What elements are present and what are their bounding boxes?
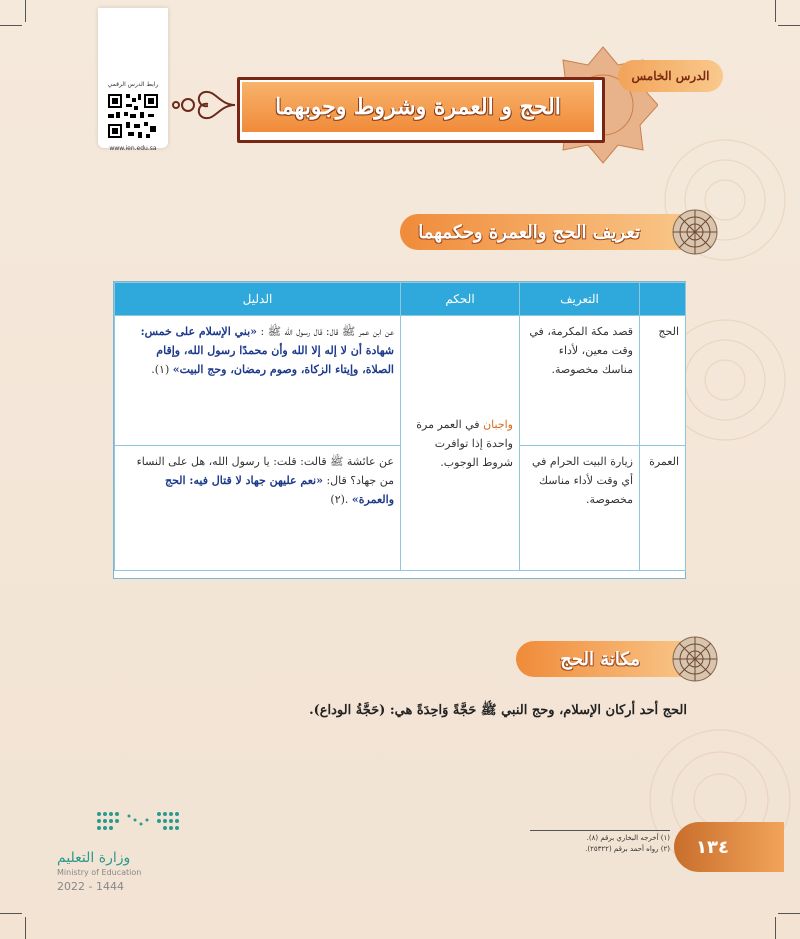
evidence-cell: [115, 446, 401, 571]
swirl-ornament-icon: [170, 80, 240, 130]
evidence-ref: .(٢): [330, 493, 349, 506]
footnotes: [530, 830, 670, 855]
crop-mark: [25, 0, 26, 22]
rosette-icon: [672, 636, 718, 682]
table-row: [115, 446, 686, 571]
evidence-intro: عن عائشة ﷺ قالت: قلت: يا رسول الله، هل على النساء من جهاد؟ قال:: [136, 455, 394, 487]
table-header-cell: [640, 283, 686, 316]
rosette-icon: [672, 209, 718, 255]
table-header-cell: التعريف: [520, 283, 640, 316]
evidence-cell: [115, 316, 401, 446]
qr-card[interactable]: [98, 8, 168, 152]
ministry-name-english: Ministry of Education: [57, 868, 142, 877]
page-number: ١٣٤: [674, 822, 784, 872]
crop-mark: [25, 917, 26, 939]
crop-mark: [778, 25, 800, 26]
row-label: الحج: [640, 316, 686, 446]
definition-cell: قصد مكة المكرمة، في وقت معين، لأداء مناسك مخصوصة.: [520, 316, 640, 446]
ruling-text: في العمر مرة واحدة إذا توافرت شروط الوجوب.: [416, 417, 513, 469]
evidence-intro: عن ابن عمر ﷺ قال: قال رسول الله ﷺ :: [260, 325, 394, 338]
section-header: [400, 214, 700, 250]
section-title: تعريف الحج والعمرة وحكمهما: [418, 221, 640, 243]
qr-url[interactable]: www.ien.edu.sa: [109, 145, 157, 152]
qr-label: رابط الدرس الرقمي: [107, 81, 159, 88]
section-title: مكانة الحج: [560, 648, 640, 670]
evidence-quote: «نعم عليهن جهاد لا قتال فيه: الحج والعمرة»: [164, 474, 394, 506]
table-header-cell: الحكم: [401, 283, 520, 316]
ruling-cell: [401, 316, 520, 571]
table-row: [115, 316, 686, 446]
row-label: العمرة: [640, 446, 686, 571]
crop-mark: [775, 0, 776, 22]
table-header-cell: الدليل: [115, 283, 401, 316]
body-paragraph: الحج أحد أركان الإسلام، وحج النبي ﷺ حَجَّةً وَاحِدَةً هي: (حَجَّةُ الوداع).: [309, 703, 687, 718]
definition-cell: زيارة البيت الحرام في أي وقت لأداء مناسك مخصوصة.: [520, 446, 640, 571]
lesson-tag: الدرس الخامس: [618, 60, 723, 92]
table-header-row: [115, 283, 686, 316]
title-bar: [242, 82, 594, 132]
evidence-ref: (١).: [151, 363, 170, 376]
page-title: الحج و العمرة وشروط وجوبهما: [275, 94, 561, 120]
ruling-highlight: واجبان: [483, 417, 513, 431]
rulings-table: [113, 281, 686, 579]
crop-mark: [775, 917, 776, 939]
edition-year: 2022 - 1444: [57, 880, 124, 893]
evidence-quote: «بني الإسلام على خمس: شهادة أن لا إله إلا الله وأن محمدًا رسول الله، وإقام الصلاة، وإيتاء الزكاة، وصوم رمضان، وحج البيت»: [140, 325, 394, 376]
ministry-name-arabic: وزارة التعليم: [57, 850, 131, 866]
crop-mark: [0, 25, 22, 26]
ministry-logo-icon: [95, 810, 185, 835]
crop-mark: [0, 913, 22, 914]
qr-code-icon[interactable]: [106, 92, 160, 140]
crop-mark: [778, 913, 800, 914]
footnote: (١) أخرجه البخاري برقم (٨).: [586, 834, 670, 842]
footnote: (٢) رواه أحمد برقم (٢٥٣٢٢).: [585, 845, 670, 853]
